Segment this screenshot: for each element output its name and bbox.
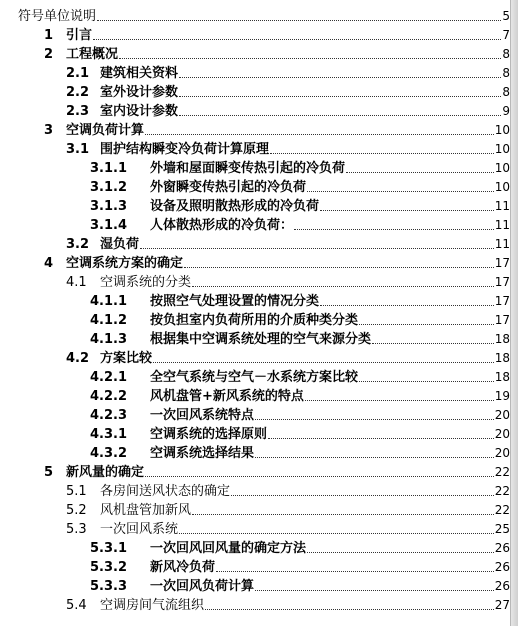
toc-page-number: 10 <box>494 123 510 137</box>
toc-entry-title: 一次回风系统特点 <box>150 408 255 423</box>
toc-entry-title: 室内设计参数 <box>100 104 179 119</box>
toc-entry-number: 4.1.2 <box>90 313 128 328</box>
toc-entry-label <box>90 332 371 347</box>
toc-page-number: 22 <box>494 484 510 498</box>
toc-dot-leader <box>192 513 494 515</box>
toc-entry-title: 新风冷负荷 <box>150 560 216 575</box>
toc-page-number: 20 <box>494 427 510 441</box>
toc-page-number: 8 <box>502 66 510 80</box>
toc-entry-number: 3.1.3 <box>90 199 128 214</box>
toc-entry[interactable] <box>90 175 510 195</box>
toc-entry-title: 引言 <box>66 28 93 43</box>
toc-dot-leader <box>205 608 494 610</box>
toc-entry-label <box>66 85 178 100</box>
toc-page-number: 18 <box>494 351 510 365</box>
toc-entry-label <box>66 351 152 366</box>
toc-entry-number: 4.1.3 <box>90 332 128 347</box>
toc-dot-leader <box>192 285 494 287</box>
toc-dot-leader <box>307 190 494 192</box>
toc-entry-title: 空调房间气流组织 <box>100 598 205 613</box>
toc-dot-leader <box>179 532 494 534</box>
toc-dot-leader <box>231 494 494 496</box>
toc-entry-title: 一次回风负荷计算 <box>150 579 255 594</box>
toc-dot-leader <box>119 57 501 59</box>
toc-entry-label <box>66 104 178 119</box>
toc-entry-title: 建筑相关资料 <box>100 66 179 81</box>
toc-dot-leader <box>145 133 494 135</box>
toc-entry[interactable] <box>90 422 510 442</box>
toc-entry-number: 5.1 <box>66 484 87 499</box>
toc-dot-leader <box>153 361 494 363</box>
toc-entry-title: 符号单位说明 <box>18 9 97 24</box>
toc-entry-number: 3 <box>44 123 54 138</box>
toc-dot-leader <box>140 247 494 249</box>
toc-dot-leader <box>145 475 494 477</box>
toc-dot-leader <box>307 551 494 553</box>
toc-entry-number: 2.3 <box>66 104 90 119</box>
toc-entry[interactable] <box>90 365 510 385</box>
toc-dot-leader <box>346 171 494 173</box>
toc-entry-number: 5.3 <box>66 522 87 537</box>
toc-entry[interactable] <box>66 498 510 518</box>
toc-dot-leader <box>305 399 494 401</box>
toc-entry-title: 空调系统选择结果 <box>150 446 255 461</box>
toc-entry-label <box>66 275 191 290</box>
toc-entry-number: 3.1.4 <box>90 218 128 233</box>
toc-entry-label <box>90 180 306 195</box>
toc-entry[interactable] <box>66 137 510 157</box>
toc-entry-label <box>90 408 254 423</box>
toc-entry-number: 4.3.1 <box>90 427 128 442</box>
toc-dot-leader <box>216 570 494 572</box>
page-right-edge-line <box>510 0 511 626</box>
toc-entry-number: 4.1 <box>66 275 87 290</box>
toc-page-number: 10 <box>494 161 510 175</box>
toc-entry-title: 根据集中空调系统处理的空气来源分类 <box>150 332 372 347</box>
toc-page-number: 17 <box>494 275 510 289</box>
toc-dot-leader <box>179 114 501 116</box>
toc-entry-number: 1 <box>44 28 54 43</box>
toc-entry-title: 方案比较 <box>100 351 153 366</box>
toc-entry-label <box>90 218 293 233</box>
toc-page-number: 26 <box>494 579 510 593</box>
toc-entry-label <box>66 142 269 157</box>
toc-page-number: 27 <box>494 598 510 612</box>
toc-entry[interactable] <box>90 536 510 556</box>
toc-entry-label <box>44 465 144 480</box>
toc-entry-title: 空调系统的分类 <box>100 275 192 290</box>
toc-entry[interactable] <box>90 213 510 233</box>
toc-entry-label <box>90 560 215 575</box>
toc-entry[interactable] <box>66 270 510 290</box>
toc-page-number: 22 <box>494 465 510 479</box>
toc-page-number: 10 <box>494 142 510 156</box>
toc-entry-title: 按照空气处理设置的情况分类 <box>150 294 320 309</box>
toc-entry[interactable] <box>90 441 510 461</box>
toc-entry-label <box>66 503 191 518</box>
toc-dot-leader <box>372 342 494 344</box>
toc-entry[interactable] <box>66 99 510 119</box>
toc-entry[interactable] <box>90 308 510 328</box>
toc-entry[interactable] <box>66 517 510 537</box>
toc-dot-leader <box>93 38 501 40</box>
toc-entry-number: 3.1.1 <box>90 161 128 176</box>
toc-entry[interactable] <box>44 460 510 480</box>
toc-entry-label <box>44 28 92 43</box>
toc-entry-title: 一次回风系统 <box>100 522 179 537</box>
toc-entry-number: 4.2.1 <box>90 370 128 385</box>
toc-entry[interactable] <box>90 289 510 309</box>
toc-entry-title: 全空气系统与空气－水系统方案比较 <box>150 370 359 385</box>
toc-entry-label <box>44 47 118 62</box>
toc-dot-leader <box>268 437 494 439</box>
toc-entry-title: 围护结构瞬变冷负荷计算原理 <box>100 142 270 157</box>
toc-page-number: 20 <box>494 408 510 422</box>
toc-entry-label <box>90 161 345 176</box>
toc-entry-number: 2.1 <box>66 66 90 81</box>
toc-entry-title: 各房间送风状态的确定 <box>100 484 231 499</box>
toc-page-number: 20 <box>494 446 510 460</box>
toc-entry[interactable] <box>44 251 510 271</box>
toc-entry-title: 设备及照明散热形成的冷负荷 <box>150 199 320 214</box>
toc-page-number: 17 <box>494 256 510 270</box>
toc-dot-leader <box>255 456 494 458</box>
toc-entry[interactable] <box>90 555 510 575</box>
toc-entry-title: 外墙和屋面瞬变传热引起的冷负荷 <box>150 161 346 176</box>
toc-dot-leader <box>320 209 494 211</box>
toc-entry-label <box>66 66 178 81</box>
toc-entry-title: 外窗瞬变传热引起的冷负荷 <box>150 180 307 195</box>
toc-entry-label <box>90 313 358 328</box>
toc-entry[interactable] <box>44 118 510 138</box>
toc-entry-label <box>90 579 254 594</box>
toc-entry-title: 空调系统方案的确定 <box>66 256 184 271</box>
toc-entry[interactable] <box>66 61 510 81</box>
toc-entry-title: 空调系统的选择原则 <box>150 427 268 442</box>
toc-entry[interactable] <box>90 327 510 347</box>
toc-page-number: 19 <box>494 389 510 403</box>
toc-entry-label <box>90 199 319 214</box>
toc-page-number: 17 <box>494 294 510 308</box>
toc-entry[interactable] <box>18 4 510 24</box>
toc-entry-label <box>66 522 178 537</box>
toc-page-number: 17 <box>494 313 510 327</box>
toc-entry-label <box>90 427 267 442</box>
toc-entry-title: 新风量的确定 <box>66 465 145 480</box>
toc-entry-title: 一次回风回风量的确定方法 <box>150 541 307 556</box>
toc-entry-number: 2.2 <box>66 85 90 100</box>
toc-page-number: 8 <box>502 85 510 99</box>
toc-entry-number: 4.2 <box>66 351 90 366</box>
toc-page-number: 26 <box>494 541 510 555</box>
toc-entry-label <box>90 294 319 309</box>
toc-entry-title: 人体散热形成的冷负荷： <box>150 218 294 233</box>
toc-entry-label <box>18 9 96 24</box>
toc-dot-leader <box>255 589 494 591</box>
toc-entry-number: 5 <box>44 465 54 480</box>
toc-entry-number: 5.2 <box>66 503 87 518</box>
toc-entry-label <box>90 541 306 556</box>
toc-dot-leader <box>179 95 501 97</box>
toc-entry[interactable] <box>66 479 510 499</box>
toc-dot-leader <box>270 152 494 154</box>
toc-entry[interactable] <box>44 23 510 43</box>
toc-entry-label <box>66 598 204 613</box>
toc-entry-number: 4.2.3 <box>90 408 128 423</box>
toc-entry-number: 5.4 <box>66 598 87 613</box>
toc-entry[interactable] <box>90 156 510 176</box>
toc-page-number: 11 <box>494 237 510 251</box>
toc-page-number: 11 <box>494 199 510 213</box>
toc-entry-label <box>44 123 144 138</box>
toc-entry-title: 风机盘管+新风系统的特点 <box>150 389 304 404</box>
toc-entry[interactable] <box>66 232 510 252</box>
toc-entry-number: 3.1 <box>66 142 90 157</box>
toc-entry-number: 4.2.2 <box>90 389 128 404</box>
toc-entry-title: 室外设计参数 <box>100 85 179 100</box>
toc-entry[interactable] <box>90 574 510 594</box>
toc-page-number: 22 <box>494 503 510 517</box>
toc-dot-leader <box>184 266 494 268</box>
toc-dot-leader <box>97 19 501 21</box>
toc-entry-title: 湿负荷 <box>100 237 140 252</box>
toc-page-number: 18 <box>494 332 510 346</box>
toc-entry[interactable] <box>66 593 510 613</box>
toc-dot-leader <box>294 228 494 230</box>
toc-entry[interactable] <box>66 346 510 366</box>
toc-entry-title: 空调负荷计算 <box>66 123 145 138</box>
toc-entry[interactable] <box>44 42 510 62</box>
toc-entry-number: 4.3.2 <box>90 446 128 461</box>
toc-dot-leader <box>359 380 494 382</box>
toc-entry[interactable] <box>66 80 510 100</box>
toc-entry-label <box>90 446 254 461</box>
toc-entry-number: 5.3.2 <box>90 560 128 575</box>
toc-page-number: 8 <box>502 47 510 61</box>
toc-entry[interactable] <box>90 384 510 404</box>
toc-page-number: 18 <box>494 370 510 384</box>
toc-page-number: 5 <box>502 9 510 23</box>
toc-entry-label <box>44 256 183 271</box>
toc-dot-leader <box>359 323 494 325</box>
toc-page-number: 25 <box>494 522 510 536</box>
toc-entry-number: 4 <box>44 256 54 271</box>
toc-entry[interactable] <box>90 403 510 423</box>
toc-entry[interactable] <box>90 194 510 214</box>
toc-entry-number: 2 <box>44 47 54 62</box>
toc-entry-label <box>66 237 139 252</box>
toc-page-number: 9 <box>502 104 510 118</box>
page-right-edge <box>510 0 518 626</box>
toc-entry-number: 3.2 <box>66 237 90 252</box>
toc-entry-label <box>66 484 230 499</box>
toc-entry-title: 风机盘管加新风 <box>100 503 192 518</box>
toc-dot-leader <box>320 304 494 306</box>
toc-entry-title: 按负担室内负荷所用的介质种类分类 <box>150 313 359 328</box>
toc-page-number: 10 <box>494 180 510 194</box>
toc-entry-title: 工程概况 <box>66 47 119 62</box>
toc-entry-label <box>90 389 304 404</box>
toc-entry-number: 4.1.1 <box>90 294 128 309</box>
toc-entry-number: 5.3.3 <box>90 579 128 594</box>
toc-page-number: 11 <box>494 218 510 232</box>
toc-page-number: 26 <box>494 560 510 574</box>
toc-entry-number: 5.3.1 <box>90 541 128 556</box>
toc-dot-leader <box>179 76 501 78</box>
toc-page-number: 7 <box>502 28 510 42</box>
toc-entry-number: 3.1.2 <box>90 180 128 195</box>
toc-dot-leader <box>255 418 494 420</box>
toc-entry-label <box>90 370 358 385</box>
